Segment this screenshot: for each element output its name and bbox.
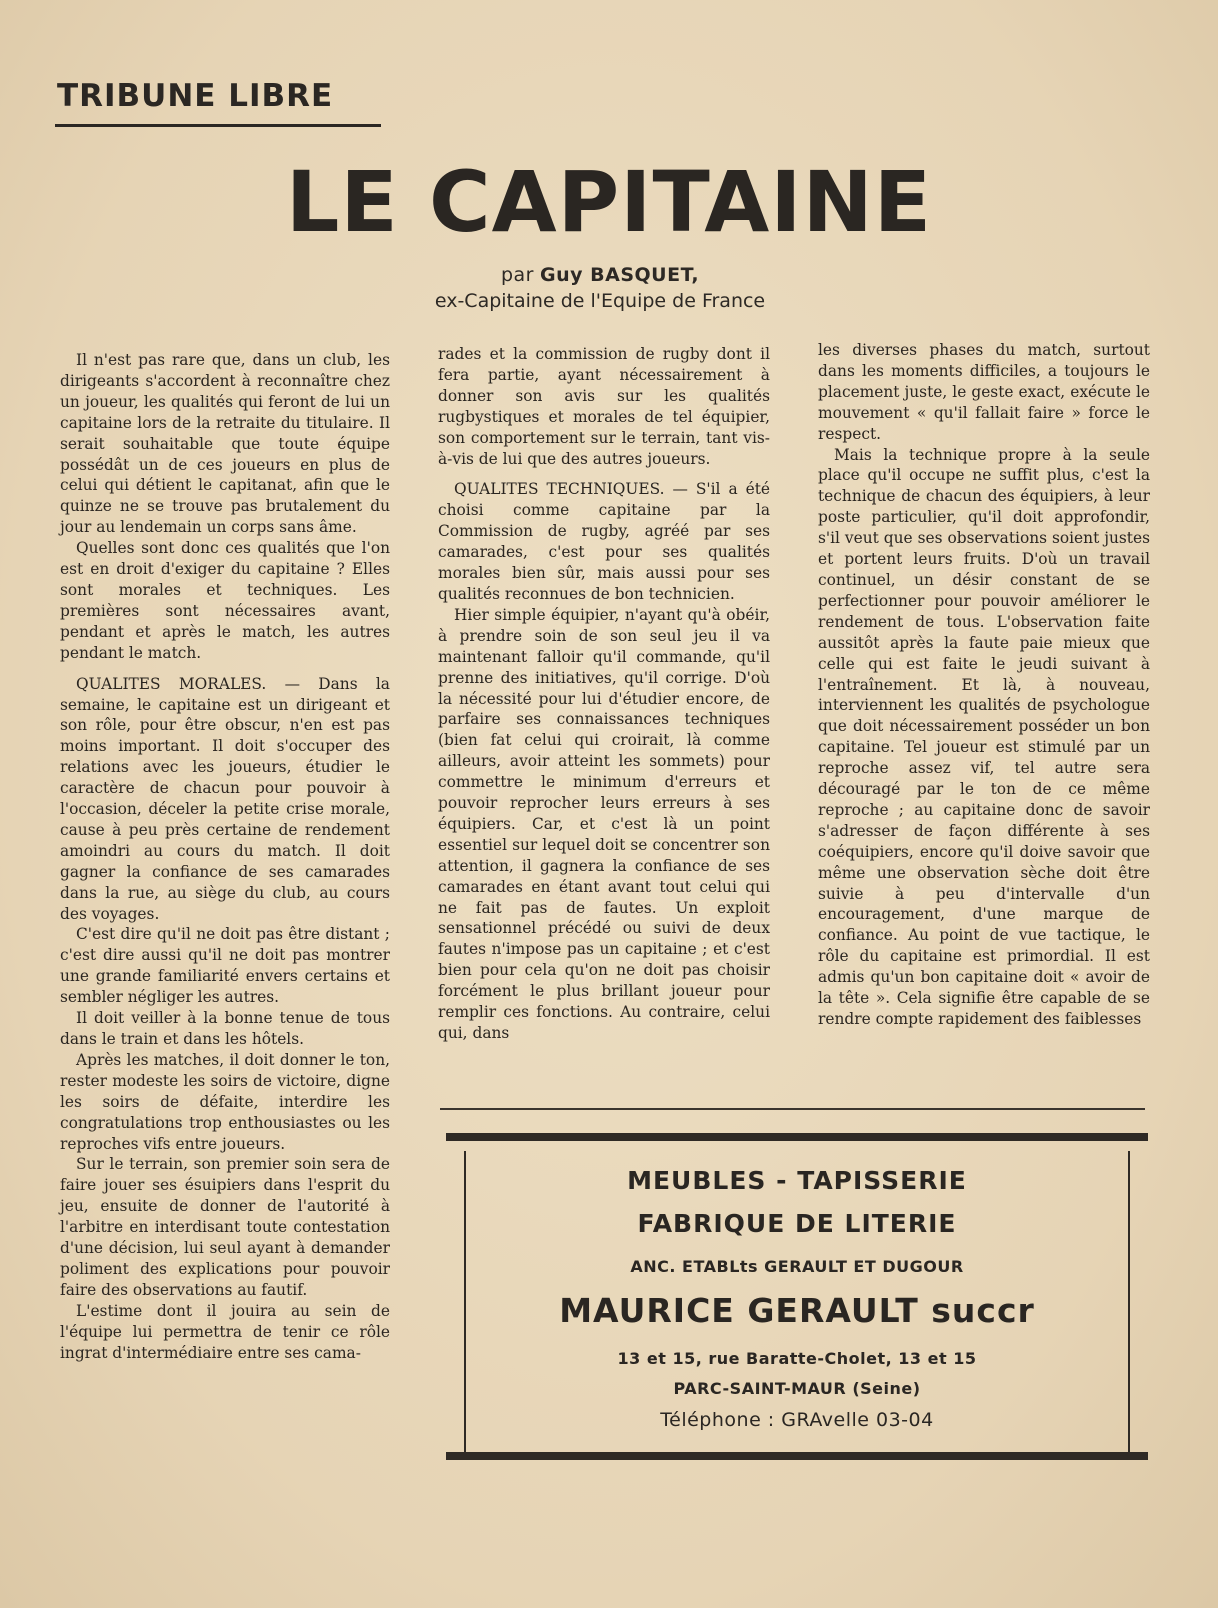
ad-line-telephone: Téléphone : GRAvelle 03-04 bbox=[660, 1409, 934, 1431]
section-underline bbox=[55, 124, 381, 127]
byline-role: ex-Capitaine de l'Equipe de France bbox=[434, 290, 766, 312]
article-title: LE CAPITAINE bbox=[285, 153, 933, 251]
ad-line-town: PARC-SAINT-MAUR (Seine) bbox=[673, 1379, 921, 1398]
advertisement-frame bbox=[464, 1151, 1130, 1452]
byline-author: Guy BASQUET, bbox=[540, 264, 700, 286]
advertisement-box bbox=[446, 1133, 1148, 1460]
paragraph: Quelles sont donc ces qualités que l'on est en droit d'exiger du capitaine ? Elles sont morales et techniques. Les premières sont nécessaires avant, pendant et après le match, les autres pendant le match. bbox=[60, 539, 390, 662]
paragraph: Hier simple équipier, n'ayant qu'à obéir, à prendre soin de son seul jeu il va maintenant falloir qu'il commande, qu'il prenne des initiatives, qu'il corrige. D'où la nécessité pour lui d'étudier encore, de parfaire ses connaissances techniques (bien fat celui qui croirait, là comme ailleurs, avoir atteint les sommets) pour commettre le minimum d'erreurs et pouvoir reprocher leurs erreurs à ses équipiers. Car, et c'est là un point essentiel sur lequel doit se concentrer son attention, il gagnera la confiance de ses camarades en étant avant tout celui qui ne fait pas de fautes. Un exploit sensationnel précédé ou suivi de deux fautes n'impose pas un capitaine ; et c'est bien pour cela qu'on ne doit pas choisir forcément le plus brillant joueur pour remplir ces fonctions. Au contraire, celui qui, dans bbox=[438, 605, 770, 1042]
byline-prefix: par bbox=[500, 264, 534, 286]
ad-line-address: 13 et 15, rue Baratte-Cholet, 13 et 15 bbox=[617, 1349, 977, 1368]
ad-line-furniture: MEUBLES - TAPISSERIE bbox=[627, 1166, 967, 1195]
ad-line-business-name: MAURICE GERAULT succr bbox=[559, 1291, 1035, 1330]
article-column-2 bbox=[438, 344, 770, 1044]
paragraph: Il n'est pas rare que, dans un club, les dirigeants s'accordent à reconnaître chez un joueur, les qualités qui feront de lui un capitaine lors de la retraite du titulaire. Il serait souhaitable que toute équipe possédât un de ces joueurs en plus de celui qui détient le capitanat, afin que le quinze ne se trouve pas brutalement du jour au lendemain un corps sans âme. bbox=[60, 351, 390, 537]
paragraph: Après les matches, il doit donner le ton, rester modeste les soirs de victoire, digne les soirs de défaite, interdire les congratulations trop enthousiastes ou les reproches vifs entre joueurs. bbox=[60, 1050, 390, 1153]
section-label: TRIBUNE LIBRE bbox=[57, 78, 334, 114]
article-column-1 bbox=[60, 350, 390, 1364]
paragraph: rades et la commission de rugby dont il fera partie, ayant nécessairement à donner son avis sur les qualités rugbystiques et morales de tel équipier, son comportement sur le terrain, tant vis-à-vis de lui que des autres joueurs. bbox=[438, 345, 770, 468]
byline bbox=[400, 262, 800, 314]
paragraph: QUALITES MORALES. — Dans la semaine, le capitaine est un dirigeant et son rôle, pour être obscur, n'en est pas moins important. Il doit s'occuper des relations avec les joueurs, étudier le caractère de chacun pour pouvoir à l'occasion, déceler la petite crise morale, cause à peu près certaine de rendement amoindri au cours du match. Il doit gagner la confiance de ses camarades dans la rue, au siège du club, au cours des voyages. bbox=[60, 674, 390, 923]
article-end-rule bbox=[440, 1108, 1145, 1110]
paragraph: Sur le terrain, son premier soin sera de faire jouer ses ésuipiers dans l'esprit du jeu, ensuite de donner de l'autorité à l'arbitre en interdisant toute contestation d'une décision, lui seul ayant à demander poliment des explications pour pouvoir faire des observations au fautif. bbox=[60, 1155, 390, 1299]
paragraph: les diverses phases du match, surtout dans les moments difficiles, a toujours le placement juste, le geste exact, exécute le mouvement « qu'il fallait faire » force le respect. bbox=[818, 341, 1150, 443]
paragraph: C'est dire qu'il ne doit pas être distant ; c'est dire aussi qu'il ne doit pas montrer une grande familiarité envers certains et sembler négliger les autres. bbox=[60, 925, 390, 1007]
paragraph: Il doit veiller à la bonne tenue de tous dans le train et dans les hôtels. bbox=[60, 1009, 390, 1048]
ad-line-former-firm: ANC. ETABLts GERAULT ET DUGOUR bbox=[630, 1257, 964, 1276]
paragraph: L'estime dont il jouira au sein de l'équipe lui permettra de tenir ce rôle ingrat d'intermédiaire entre ses cama- bbox=[60, 1301, 390, 1362]
article-column-3 bbox=[818, 340, 1150, 1030]
paragraph: QUALITES TECHNIQUES. — S'il a été choisi comme capitaine par la Commission de rugby, agréé par ses camarades, c'est pour ses qualités morales bien sûr, mais aussi pour ses qualités reconnues de bon technicien. bbox=[438, 480, 770, 603]
ad-line-bedding: FABRIQUE DE LITERIE bbox=[637, 1209, 957, 1238]
paragraph: Mais la technique propre à la seule place qu'il occupe ne suffit plus, c'est la technique de chacun des équipiers, à leur poste particulier, qu'il doit approfondir, s'il veut que ses observations soient justes et portent leurs fruits. D'où un travail continuel, un désir constant de se perfectionner pour pouvoir améliorer le rendement de tous. L'observation faite aussitôt après la faute paie mieux que celle qui est faite le jeudi suivant à l'entraînement. Et là, à nouveau, interviennent les qualités de psychologue que doit nécessairement posséder un bon capitaine. Tel joueur est stimulé par un reproche assez vif, tel autre sera découragé par le ton de ce même reproche ; au capitaine donc de savoir s'adresser de façon différente à ses coéquipiers, encore qu'il doive savoir que même une observation sèche doit être suivie à peu d'intervalle d'un encouragement, d'une marque de confiance. Au point de vue tactique, le rôle du capitaine est primordial. Il est admis qu'un bon capitaine doit « avoir de la tête ». Cela signifie être capable de se rendre compte rapidement des faiblesses bbox=[818, 445, 1150, 1028]
